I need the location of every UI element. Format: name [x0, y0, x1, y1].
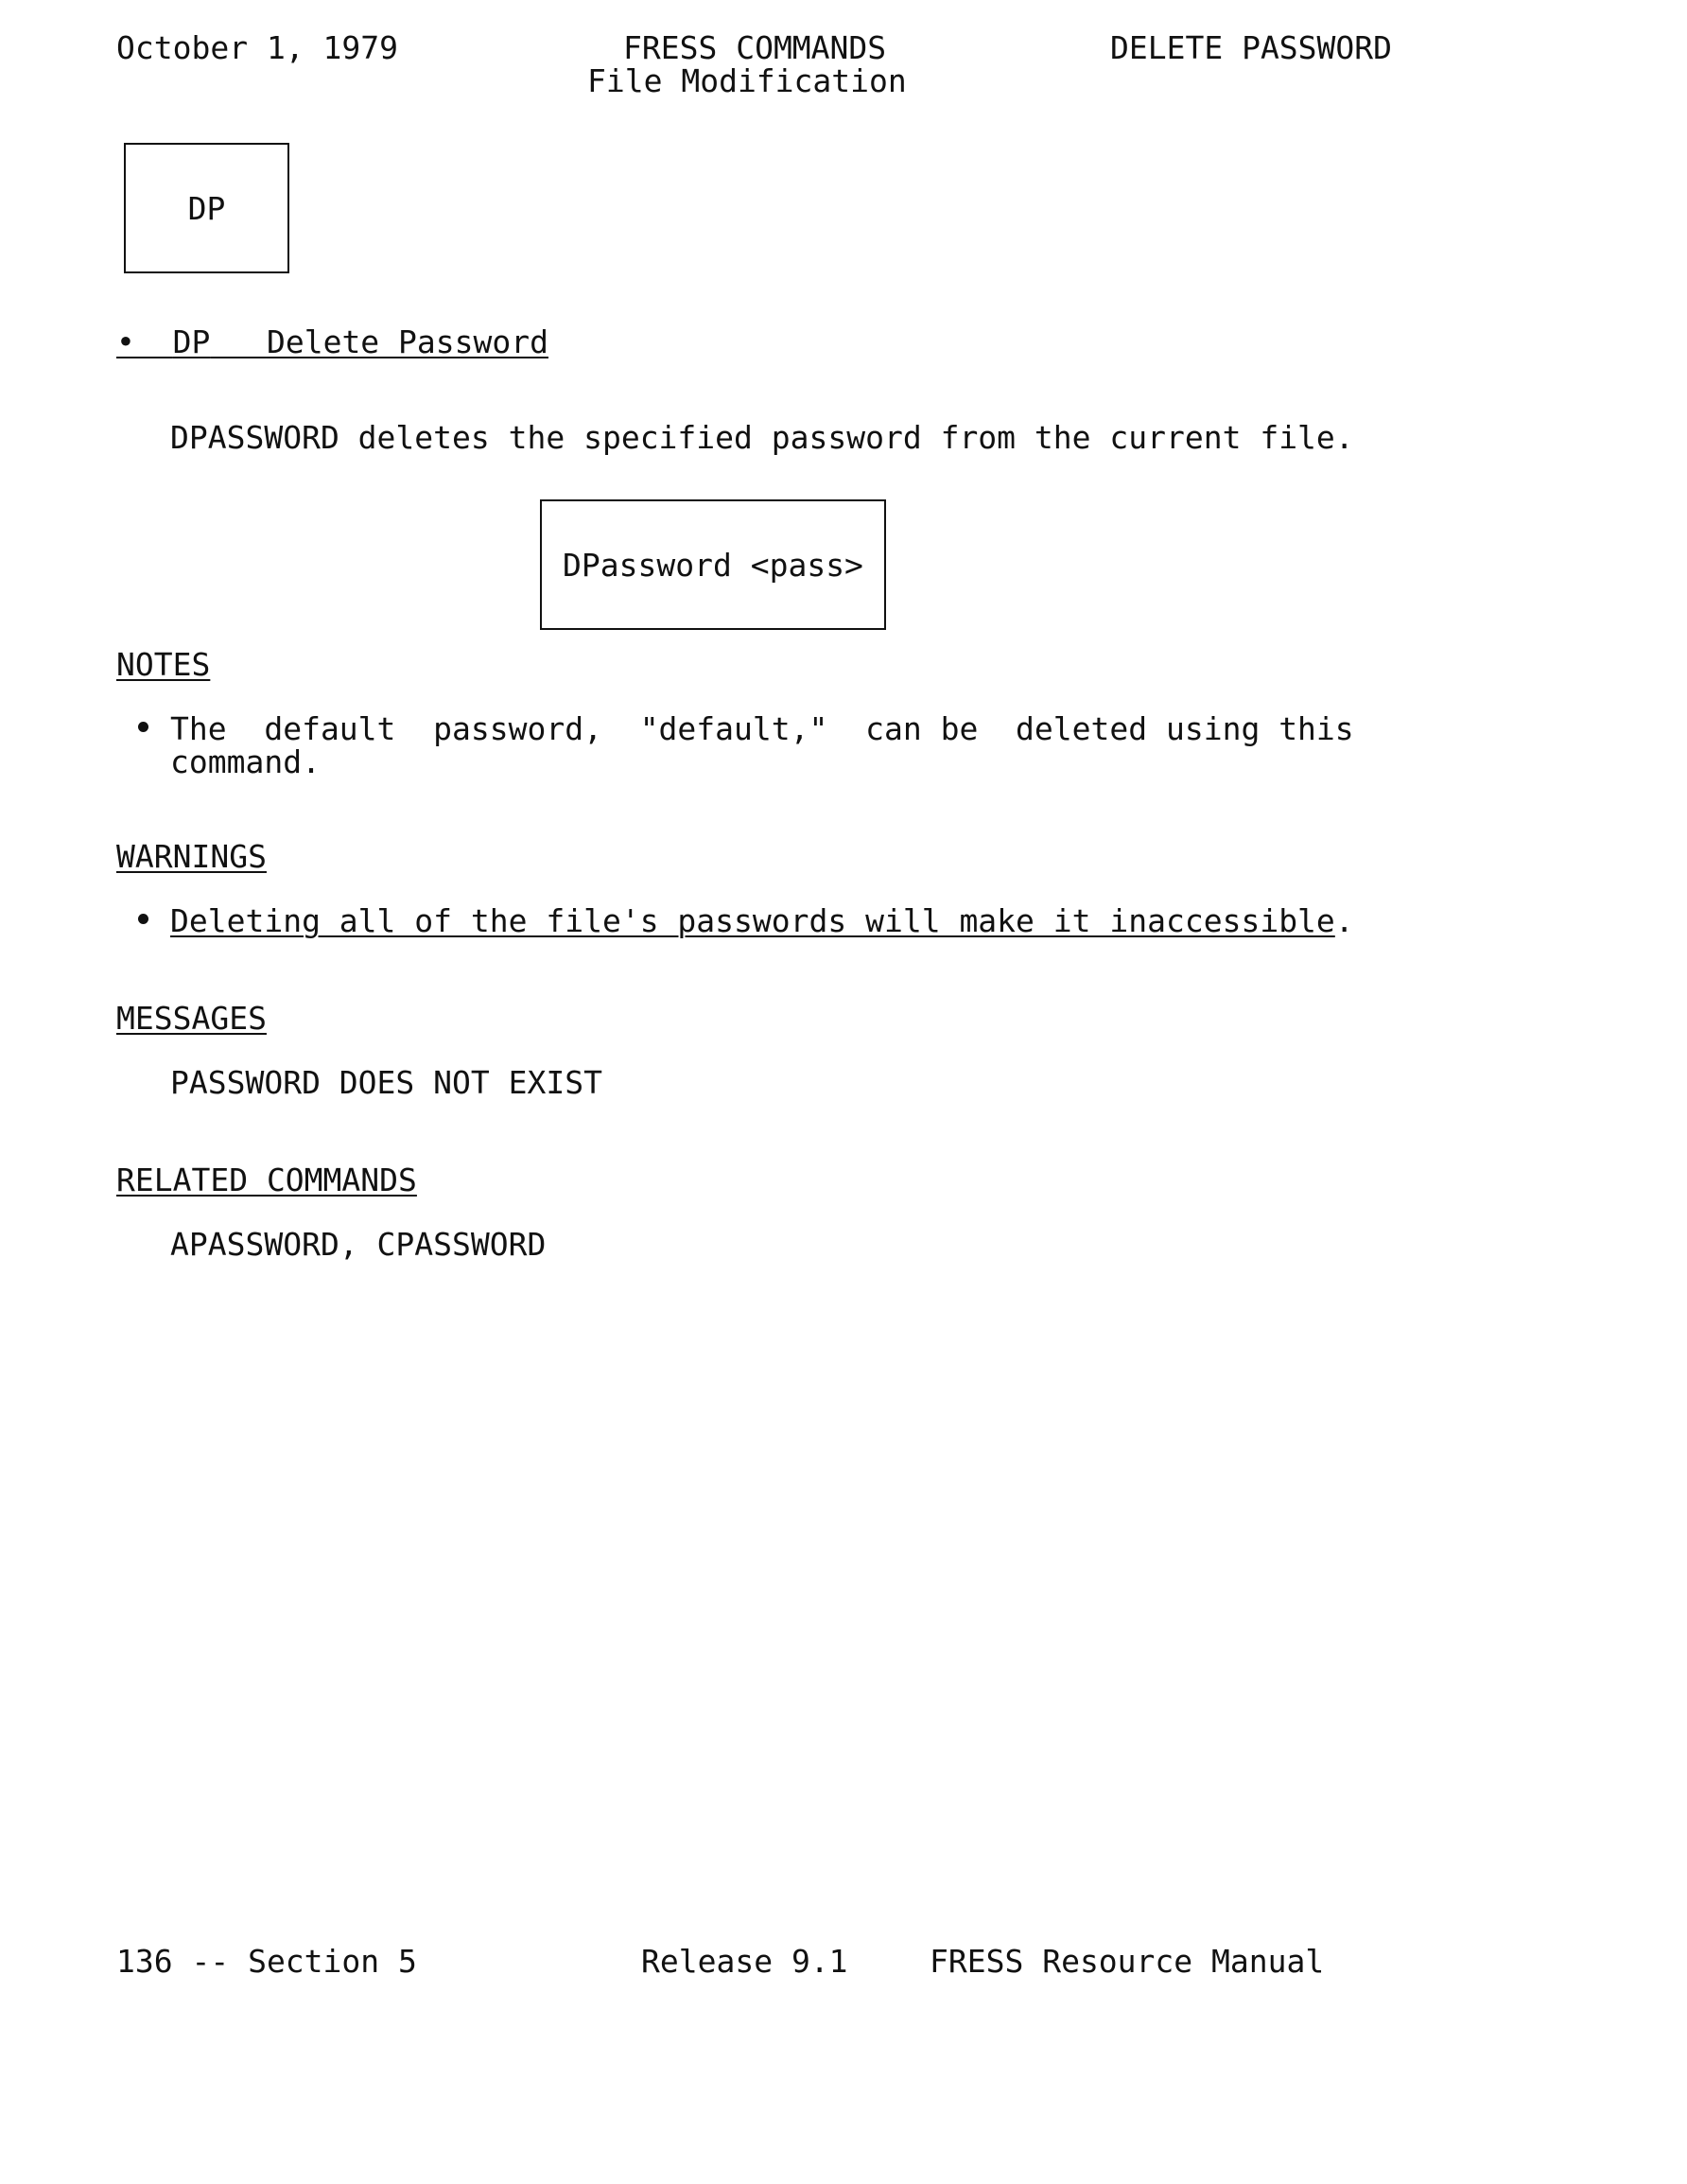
warnings-bullet	[138, 914, 148, 924]
messages-text: PASSWORD DOES NOT EXIST	[170, 1064, 602, 1101]
syntax-text: DPassword <pass>	[563, 546, 863, 584]
syntax-box	[540, 499, 886, 630]
heading-abbrev: DP	[172, 323, 211, 360]
notes-item-line1: The default password, "default," can be deleted using this	[170, 710, 1354, 747]
footer-page-section: 136 -- Section 5	[116, 1943, 417, 1980]
heading-name: Delete Password	[266, 323, 548, 360]
warnings-heading: WARNINGS	[116, 838, 267, 875]
warnings-item-text: Deleting all of the file's passwords will make it inaccessible	[170, 902, 1335, 939]
footer-release: Release 9.1	[641, 1943, 848, 1980]
command-description: DPASSWORD deletes the specified password from the current file.	[170, 419, 1354, 456]
command-heading	[116, 323, 548, 360]
related-heading: RELATED COMMANDS	[116, 1162, 417, 1198]
footer-manual: FRESS Resource Manual	[930, 1943, 1325, 1980]
messages-heading: MESSAGES	[116, 1000, 267, 1037]
notes-item-line2: command.	[170, 743, 321, 780]
heading-bullet: •	[116, 323, 173, 360]
notes-bullet	[138, 722, 148, 732]
notes-heading: NOTES	[116, 646, 211, 683]
warnings-item	[170, 902, 1354, 939]
header-date: October 1, 1979	[116, 29, 399, 66]
header-title: FRESS COMMANDS	[623, 29, 887, 66]
command-abbrev: DP	[187, 189, 226, 227]
related-text: APASSWORD, CPASSWORD	[170, 1226, 547, 1263]
command-abbrev-box	[124, 143, 289, 273]
heading-gap	[210, 323, 267, 360]
header-subtitle: File Modification	[587, 62, 907, 99]
header-topic: DELETE PASSWORD	[1110, 29, 1393, 66]
warnings-item-period: .	[1334, 902, 1354, 939]
